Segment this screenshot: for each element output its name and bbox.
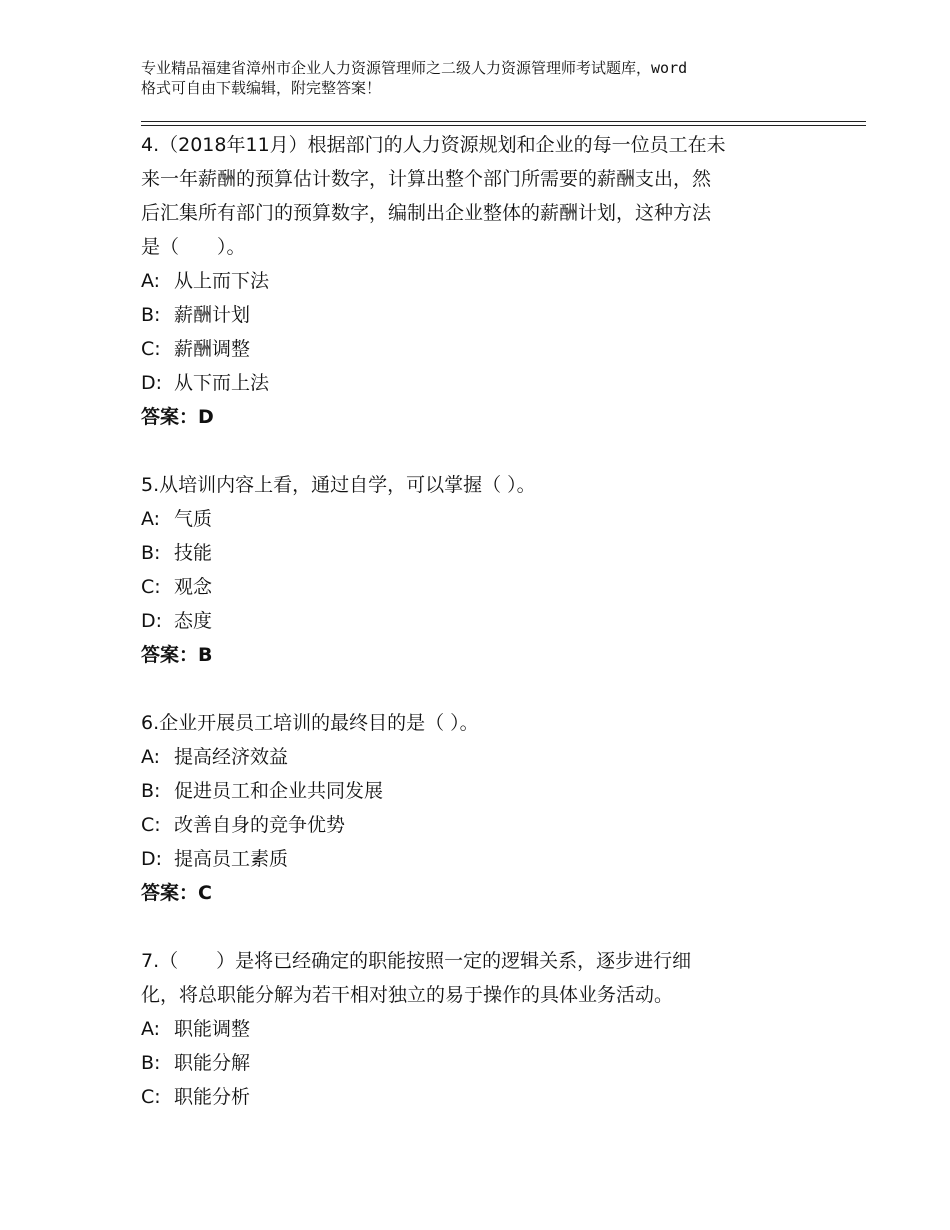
option-key: B:	[141, 304, 161, 326]
option-key: A:	[141, 270, 161, 292]
question-line: 化，将总职能分解为若干相对独立的易于操作的具体业务活动。	[141, 984, 674, 1006]
header-line-1: 专业精品福建省漳州市企业人力资源管理师之二级人力资源管理师考试题库，word	[141, 59, 688, 77]
document-header	[141, 58, 841, 98]
option-text: 薪酬调整	[174, 338, 251, 360]
question-line: 5.从培训内容上看，通过自学，可以掌握（ ）。	[141, 474, 536, 496]
option-a	[141, 264, 821, 298]
question-4	[141, 128, 821, 434]
option-text: 职能调整	[174, 1018, 251, 1040]
option-key: A:	[141, 746, 161, 768]
question-line: 6.企业开展员工培训的最终目的是（ ）。	[141, 712, 479, 734]
option-d	[141, 842, 821, 876]
option-text: 促进员工和企业共同发展	[174, 780, 384, 802]
question-line: 后汇集所有部门的预算数字，编制出企业整体的薪酬计划，这种方法	[141, 202, 712, 224]
spacer	[141, 434, 821, 468]
option-text: 技能	[174, 542, 213, 564]
question-text	[141, 706, 821, 740]
option-text: 气质	[174, 508, 213, 530]
option-a	[141, 740, 821, 774]
option-b	[141, 1046, 821, 1080]
option-text: 职能分解	[174, 1052, 251, 1074]
option-text: 从下而上法	[174, 372, 270, 394]
option-text: 提高员工素质	[174, 848, 289, 870]
option-text: 态度	[174, 610, 213, 632]
option-text: 从上而下法	[174, 270, 270, 292]
header-line-2: 格式可自由下载编辑，附完整答案！	[141, 79, 382, 97]
option-a	[141, 1012, 821, 1046]
question-text	[141, 944, 821, 1012]
option-c	[141, 1080, 821, 1114]
questions-list	[141, 128, 821, 1114]
option-key: D:	[141, 848, 163, 870]
question-6	[141, 706, 821, 910]
option-b	[141, 774, 821, 808]
option-key: B:	[141, 542, 161, 564]
option-text: 提高经济效益	[174, 746, 289, 768]
question-5	[141, 468, 821, 672]
option-key: B:	[141, 780, 161, 802]
spacer	[141, 910, 821, 944]
option-text: 职能分析	[174, 1086, 251, 1108]
option-key: D:	[141, 372, 163, 394]
option-key: C:	[141, 1086, 161, 1108]
option-key: B:	[141, 1052, 161, 1074]
option-d	[141, 366, 821, 400]
option-a	[141, 502, 821, 536]
question-line: 4.（2018年11月）根据部门的人力资源规划和企业的每一位员工在未	[141, 134, 726, 156]
header-rule-bottom	[141, 125, 866, 126]
option-key: D:	[141, 610, 163, 632]
question-line: 来一年薪酬的预算估计数字，计算出整个部门所需要的薪酬支出，然	[141, 168, 712, 190]
option-key: A:	[141, 1018, 161, 1040]
option-text: 改善自身的竞争优势	[174, 814, 346, 836]
option-b	[141, 298, 821, 332]
option-text: 观念	[174, 576, 213, 598]
answer-line: 答案：C	[141, 882, 212, 904]
header-rule-top	[141, 121, 866, 122]
option-key: C:	[141, 814, 161, 836]
option-b	[141, 536, 821, 570]
answer-line: 答案：B	[141, 644, 213, 666]
spacer	[141, 672, 821, 706]
option-c	[141, 570, 821, 604]
question-text	[141, 128, 821, 264]
option-c	[141, 808, 821, 842]
option-text: 薪酬计划	[174, 304, 251, 326]
option-d	[141, 604, 821, 638]
question-7	[141, 944, 821, 1114]
question-text	[141, 468, 821, 502]
question-line: 7.（ ）是将已经确定的职能按照一定的逻辑关系，逐步进行细	[141, 950, 692, 972]
option-key: C:	[141, 576, 161, 598]
option-key: A:	[141, 508, 161, 530]
option-key: C:	[141, 338, 161, 360]
question-line: 是（ ）。	[141, 236, 246, 258]
option-c	[141, 332, 821, 366]
answer-line: 答案：D	[141, 406, 214, 428]
